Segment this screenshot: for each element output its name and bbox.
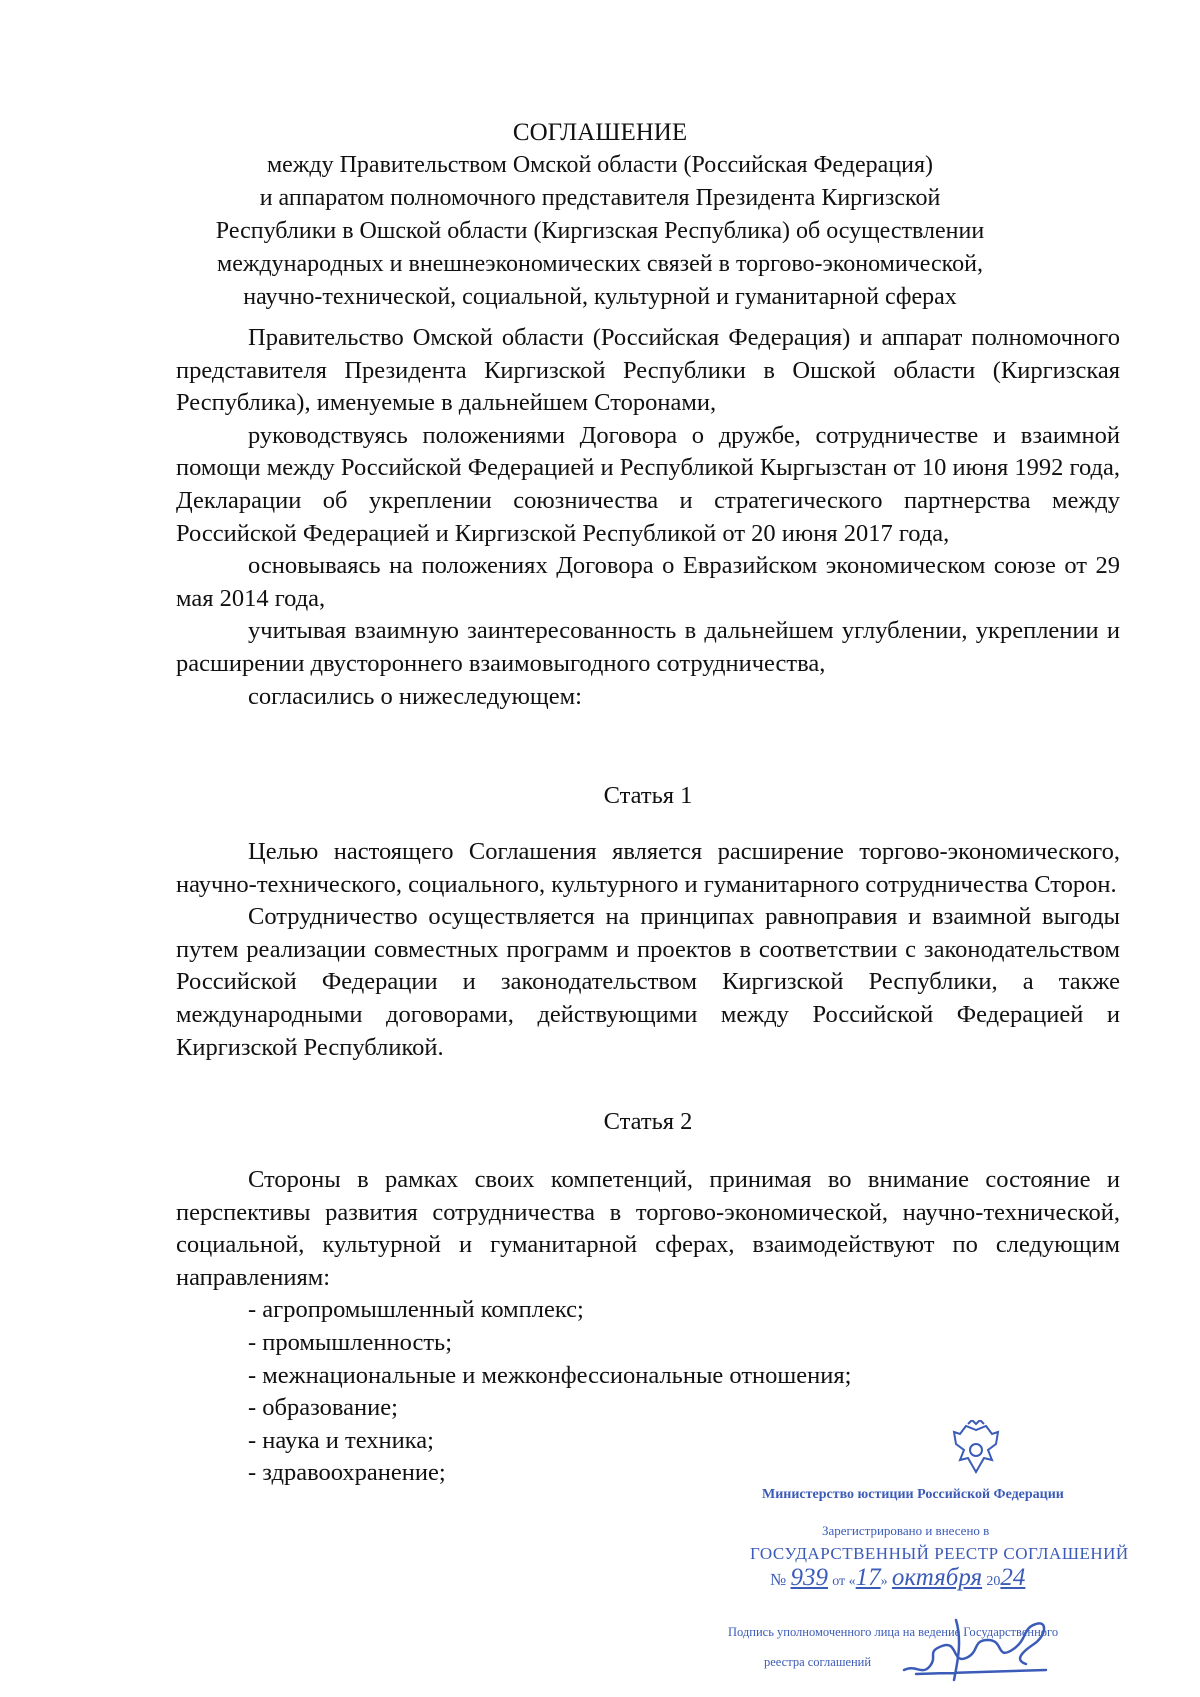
subtitle-line: между Правительством Омской области (Российская Федерация) [266,152,934,178]
article-1-body [176,836,1120,1064]
stamp-ministry: Министерство юстиции Российской Федерации [762,1487,1064,1502]
article-2 [176,1106,1120,1139]
stamp-registered-line: Зарегистрировано и внесено в [822,1523,990,1538]
stamp-day: 17 [855,1564,881,1591]
preamble-paragraph: основываясь на положениях Договора о Евразийском экономическом союзе от 29 мая 2014 года, [176,552,1120,612]
article-2-heading: Статья 2 [603,1108,693,1135]
subtitle-line: Республики в Ошской области (Киргизская Республика) об осуществлении [215,218,985,244]
title-block [150,116,1050,314]
article-2-intro: Стороны в рамках своих компетенций, принимая во внимание состояние и перспективы развития сотрудничества в торгово-экономической, научно-технической, социальной, культурной и гуманитарной сферах, взаимодействуют по следующим направлениям: [176,1166,1120,1291]
list-item: - здравоохранение; [248,1459,446,1487]
stamp-year-prefix: 20 [986,1574,1001,1589]
registration-stamp [728,1420,1180,1690]
article-1-paragraph: Сотрудничество осуществляется на принципах равноправия и взаимной выгоды путем реализации совместных программ и проектов в соответствии с законодательством Российской Федерации и законодательством Киргизской Республики, а также международными договорами, действующими между Российской Федерацией и Киргизской Республикой. [176,903,1120,1061]
preamble [176,322,1120,713]
stamp-number: 939 [790,1564,828,1591]
stamp-from-label: от « [832,1574,856,1589]
stamp-sign-line-1: Подпись уполномоченного лица на ведение Государственного [728,1625,1059,1639]
subtitle-line: и аппаратом полномочного представителя Президента Киргизской [259,185,941,211]
subtitle-line: международных и внешнеэкономических связей в торгово-экономической, [217,251,983,277]
stamp-registry: ГОСУДАРСТВЕННЫЙ РЕЕСТР СОГЛАШЕНИЙ [750,1544,1129,1563]
preamble-paragraph: руководствуясь положениями Договора о дружбе, сотрудничестве и взаимной помощи между Российской Федерацией и Республикой Кыргызстан от 10 июня 1992 года, Декларации об укреплении союзничества и стратегического партнерства между Российской Федерацией и Киргизской Республикой от 20 июня 2017 года, [176,421,1120,547]
article-1 [176,780,1120,813]
article-1-paragraph: Целью настоящего Соглашения является расширение торгово-экономического, научно-технического, социального, культурного и гуманитарного сотрудничества Сторон. [176,838,1120,898]
subtitle-line: научно-технической, социальной, культурной и гуманитарной сферах [243,284,957,310]
stamp-day-close: » [880,1574,888,1589]
stamp-year-suffix: 24 [1000,1564,1026,1591]
list-item: - наука и техника; [248,1426,434,1454]
article-1-heading: Статья 1 [603,782,693,809]
coat-of-arms-icon [946,1420,1006,1480]
stamp-number-row [770,1564,1025,1592]
list-item: - промышленность; [248,1328,453,1356]
preamble-paragraph: Правительство Омской области (Российская Федерация) и аппарат полномочного представителя Президента Киргизской Республики в Ошской области (Киргизская Республика), именуемые в дальнейшем Сторонами, [176,324,1120,417]
stamp-number-prefix: № [770,1570,787,1589]
stamp-sign-line-2: реестра соглашений [764,1655,872,1669]
preamble-paragraph: согласились о нижеследующем: [248,682,582,710]
stamp-month: октября [891,1564,983,1591]
preamble-paragraph: учитывая взаимную заинтересованность в дальнейшем углублении, укреплении и расширении двустороннего взаимовыгодного сотрудничества, [176,617,1120,677]
signature-icon [896,1600,1066,1690]
list-item: - образование; [248,1394,398,1422]
list-item: - межнациональные и межконфессиональные отношения; [248,1361,852,1389]
list-item: - агропромышленный комплекс; [248,1296,584,1324]
document-title: СОГЛАШЕНИЕ [512,119,688,146]
